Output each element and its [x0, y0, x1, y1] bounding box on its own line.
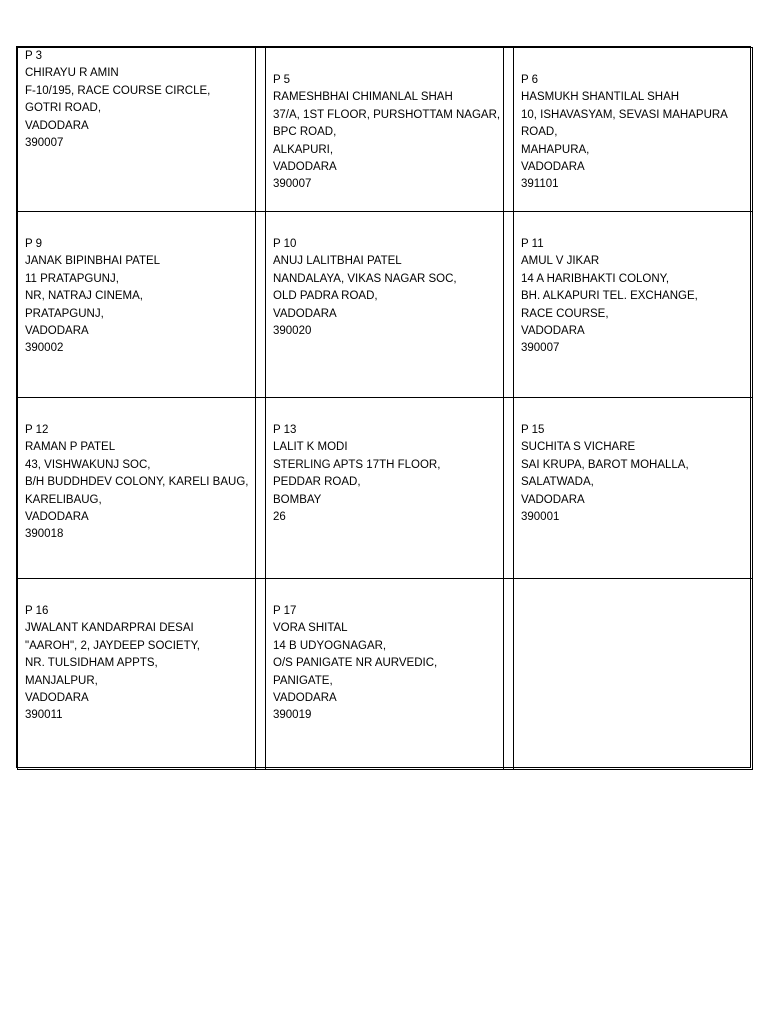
- address-label-sheet: [16, 46, 751, 768]
- address-line: 14 A HARIBHAKTI COLONY,: [521, 272, 670, 285]
- label-code: P 6: [521, 74, 539, 86]
- address-line: MAHAPURA,: [521, 143, 590, 156]
- column-gap: [504, 398, 514, 579]
- address-line: 10, ISHAVASYAM, SEVASI MAHAPURA ROAD,: [521, 108, 728, 139]
- column-gap: [256, 579, 266, 770]
- label-code: P 11: [521, 238, 544, 250]
- address-line: CHIRAYU R AMIN: [25, 67, 119, 80]
- address-line: B/H BUDDHDEV COLONY, KARELI BAUG,: [25, 476, 249, 489]
- address-label-p5: [266, 48, 504, 212]
- address-line: 43, VISHWAKUNJ SOC,: [25, 458, 151, 471]
- address-line: LALIT K MODI: [273, 441, 348, 454]
- address-line: JANAK BIPINBHAI PATEL: [25, 255, 161, 268]
- address-line: F-10/195, RACE COURSE CIRCLE,: [25, 84, 211, 97]
- address-label-p12: [18, 398, 256, 579]
- address-line: "AAROH", 2, JAYDEEP SOCIETY,: [25, 639, 200, 652]
- address-line: VADODARA: [25, 325, 89, 338]
- address-line: HASMUKH SHANTILAL SHAH: [521, 91, 680, 104]
- address-line: NANDALAYA, VIKAS NAGAR SOC,: [273, 272, 457, 285]
- address-label-p16: [18, 579, 256, 770]
- address-line: 390002: [25, 342, 64, 355]
- address-line: NR, NATRAJ CINEMA,: [25, 290, 143, 303]
- label-row: [18, 48, 753, 212]
- column-gap: [256, 212, 266, 398]
- address-line: 390020: [273, 325, 312, 338]
- address-label-table: [17, 47, 753, 770]
- address-line: AMUL V JIKAR: [521, 255, 600, 268]
- address-line: SAI KRUPA, BAROT MOHALLA,: [521, 458, 689, 471]
- address-label-p15: [514, 398, 753, 579]
- label-code: P 9: [25, 238, 43, 250]
- address-line: PRATAPGUNJ,: [25, 307, 104, 320]
- address-line: 391101: [521, 178, 559, 191]
- address-line: MANJALPUR,: [25, 674, 98, 687]
- address-line: ANUJ LALITBHAI PATEL: [273, 255, 402, 268]
- address-line: 390001: [521, 511, 560, 524]
- address-label-p13: [266, 398, 504, 579]
- address-label-empty: [514, 579, 753, 770]
- address-line: ALKAPURI,: [273, 143, 334, 156]
- address-line: RAMESHBHAI CHIMANLAL SHAH: [273, 91, 453, 104]
- address-line: 390007: [521, 342, 560, 355]
- address-line: BPC ROAD,: [273, 126, 337, 139]
- address-line: SUCHITA S VICHARE: [521, 441, 636, 454]
- address-line: BOMBAY: [273, 493, 322, 506]
- label-code: P 12: [25, 424, 49, 436]
- address-line: 26: [273, 511, 286, 524]
- address-line: O/S PANIGATE NR AURVEDIC,: [273, 657, 438, 670]
- column-gap: [256, 48, 266, 212]
- address-line: KARELIBAUG,: [25, 493, 102, 506]
- address-line: 11 PRATAPGUNJ,: [25, 272, 119, 285]
- address-line: 14 B UDYOGNAGAR,: [273, 639, 387, 652]
- address-label-p9: [18, 212, 256, 398]
- label-code: P 13: [273, 424, 297, 436]
- address-line: OLD PADRA ROAD,: [273, 290, 378, 303]
- address-label-p17: [266, 579, 504, 770]
- address-line: 390007: [273, 178, 312, 191]
- label-code: P 17: [273, 605, 297, 617]
- address-line: 390007: [25, 137, 64, 150]
- address-line: PANIGATE,: [273, 674, 333, 687]
- address-line: STERLING APTS 17TH FLOOR,: [273, 458, 441, 471]
- address-line: VADODARA: [25, 511, 89, 524]
- address-label-p6: [514, 48, 753, 212]
- address-line: RACE COURSE,: [521, 307, 609, 320]
- address-line: 390018: [25, 528, 64, 541]
- address-label-p11: [514, 212, 753, 398]
- label-code: P 16: [25, 605, 49, 617]
- address-label-p3: [18, 48, 256, 212]
- address-line: JWALANT KANDARPRAI DESAI: [25, 622, 194, 635]
- address-line: VADODARA: [521, 161, 585, 174]
- address-line: PEDDAR ROAD,: [273, 476, 361, 489]
- address-line: VADODARA: [25, 692, 89, 705]
- address-line: VADODARA: [273, 692, 337, 705]
- label-code: P 10: [273, 238, 297, 250]
- column-gap: [504, 579, 514, 770]
- address-line: 390011: [25, 709, 63, 722]
- address-line: SALATWADA,: [521, 476, 594, 489]
- address-label-p10: [266, 212, 504, 398]
- label-code: P 3: [25, 50, 43, 62]
- label-row: [18, 212, 753, 398]
- address-line: RAMAN P PATEL: [25, 441, 116, 454]
- address-line: GOTRI ROAD,: [25, 102, 102, 115]
- column-gap: [256, 398, 266, 579]
- address-line: VADODARA: [273, 161, 337, 174]
- label-row: [18, 579, 753, 770]
- address-line: BH. ALKAPURI TEL. EXCHANGE,: [521, 290, 698, 303]
- address-line: 390019: [273, 709, 312, 722]
- address-line: NR. TULSIDHAM APPTS,: [25, 657, 158, 670]
- address-line: VADODARA: [521, 325, 585, 338]
- column-gap: [504, 48, 514, 212]
- address-line: VADODARA: [25, 119, 89, 132]
- label-row: [18, 398, 753, 579]
- address-line: 37/A, 1ST FLOOR, PURSHOTTAM NAGAR,: [273, 108, 501, 121]
- address-line: VORA SHITAL: [273, 622, 348, 635]
- address-line: VADODARA: [273, 307, 337, 320]
- address-line: VADODARA: [521, 493, 585, 506]
- label-code: P 15: [521, 424, 545, 436]
- column-gap: [504, 212, 514, 398]
- label-code: P 5: [273, 74, 291, 86]
